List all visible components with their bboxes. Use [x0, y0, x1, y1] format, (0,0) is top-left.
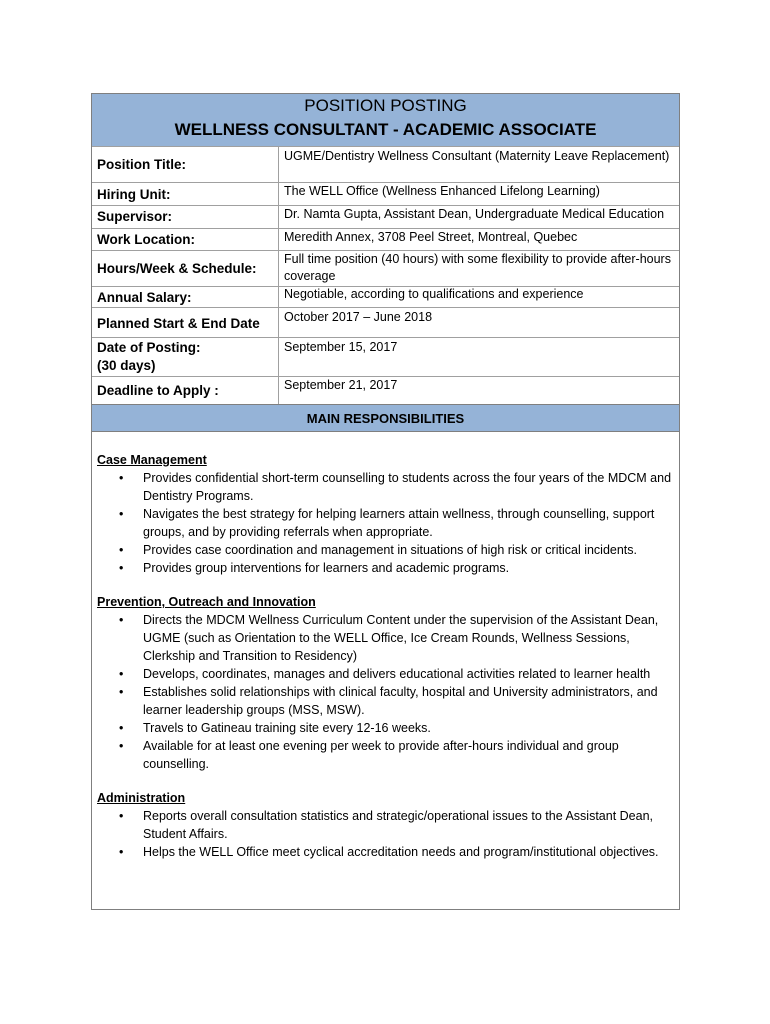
list-item: • Travels to Gatineau training site every 12-16 weeks.	[119, 721, 431, 735]
value-hiring-unit: The WELL Office (Wellness Enhanced Lifelong Learning)	[284, 184, 600, 198]
bullet-icon: •	[119, 739, 124, 753]
section-title: Case Management	[97, 453, 207, 467]
row-hours-schedule	[92, 250, 679, 287]
bullet-list	[97, 611, 675, 773]
bullet-list	[97, 469, 675, 577]
section-title: Administration	[97, 791, 186, 805]
bullet-icon: •	[119, 845, 124, 859]
value-annual-salary: Negotiable, according to qualifications and experience	[284, 287, 584, 301]
row-position-title	[92, 146, 679, 183]
value-supervisor: Dr. Namta Gupta, Assistant Dean, Undergraduate Medical Education	[284, 207, 665, 221]
list-item: • Available for at least one evening per week to provide after-hours individual and group counselling.	[119, 739, 619, 771]
row-work-location	[92, 228, 679, 251]
list-item: • Provides confidential short-term counselling to students across the four years of the MDCM and Dentistry Programs.	[119, 471, 672, 503]
bullet-list	[97, 807, 675, 861]
list-item: • Directs the MDCM Wellness Curriculum Content under the supervision of the Assistant Dean, UGME (such as Orientation to the WELL Office, Ice Cream Rounds, Wellness Sessions, Clerkship and Transition to Residency)	[119, 613, 659, 663]
label-hiring-unit: Hiring Unit:	[97, 187, 171, 202]
list-item: • Establishes solid relationships with clinical faculty, hospital and University administrators, and learner leadership groups (MSS, MSW).	[119, 685, 658, 717]
main-responsibilities-heading: MAIN RESPONSIBILITIES	[92, 404, 679, 432]
row-supervisor	[92, 205, 679, 229]
value-work-location: Meredith Annex, 3708 Peel Street, Montreal, Quebec	[284, 230, 578, 244]
row-hiring-unit	[92, 182, 679, 206]
row-start-end-date	[92, 307, 679, 338]
label-posting-duration: (30 days)	[97, 358, 156, 373]
bullet-icon: •	[119, 809, 124, 823]
label-annual-salary: Annual Salary:	[97, 290, 192, 305]
label-work-location: Work Location:	[97, 232, 196, 247]
label-supervisor: Supervisor:	[97, 209, 173, 224]
list-item: • Provides case coordination and management in situations of high risk or critical incidents.	[119, 543, 638, 557]
label-start-end-date: Planned Start & End Date	[97, 316, 260, 331]
list-item: • Navigates the best strategy for helping learners attain wellness, through counselling, support groups, and by providing referrals when appropriate.	[119, 507, 655, 539]
row-annual-salary	[92, 286, 679, 308]
bullet-icon: •	[119, 543, 124, 557]
list-item: • Provides group interventions for learners and academic programs.	[119, 561, 510, 575]
bullet-icon: •	[119, 561, 124, 575]
value-start-end-date: October 2017 – June 2018	[284, 310, 433, 324]
bullet-icon: •	[119, 613, 124, 627]
section-administration	[97, 789, 675, 861]
value-position-title: UGME/Dentistry Wellness Consultant (Maternity Leave Replacement)	[284, 149, 670, 163]
label-date-of-posting: Date of Posting:	[97, 340, 201, 355]
posting-subtitle: WELLNESS CONSULTANT - ACADEMIC ASSOCIATE	[174, 120, 597, 139]
value-deadline: September 21, 2017	[284, 378, 398, 392]
bullet-icon: •	[119, 721, 124, 735]
bullet-icon: •	[119, 685, 124, 699]
section-prevention-outreach	[97, 593, 675, 773]
label-hours-schedule: Hours/Week & Schedule:	[97, 261, 257, 276]
posting-title: POSITION POSTING	[304, 96, 467, 115]
label-deadline: Deadline to Apply :	[97, 383, 219, 398]
position-posting-document	[91, 93, 680, 910]
section-title: Prevention, Outreach and Innovation	[97, 595, 316, 609]
value-hours-schedule: Full time position (40 hours) with some flexibility to provide after-hours coverage	[284, 252, 671, 283]
posting-header	[92, 94, 679, 146]
row-deadline	[92, 376, 679, 405]
bullet-icon: •	[119, 507, 124, 521]
section-case-management	[97, 451, 675, 577]
row-date-of-posting	[92, 337, 679, 377]
list-item: • Helps the WELL Office meet cyclical accreditation needs and program/institutional objectives.	[119, 845, 659, 859]
bullet-icon: •	[119, 667, 124, 681]
list-item: • Reports overall consultation statistics and strategic/operational issues to the Assistant Dean, Student Affairs.	[119, 809, 653, 841]
label-position-title: Position Title:	[97, 157, 187, 172]
list-item: • Develops, coordinates, manages and delivers educational activities related to learner health	[119, 667, 651, 681]
value-date-of-posting: September 15, 2017	[284, 340, 398, 354]
bullet-icon: •	[119, 471, 124, 485]
